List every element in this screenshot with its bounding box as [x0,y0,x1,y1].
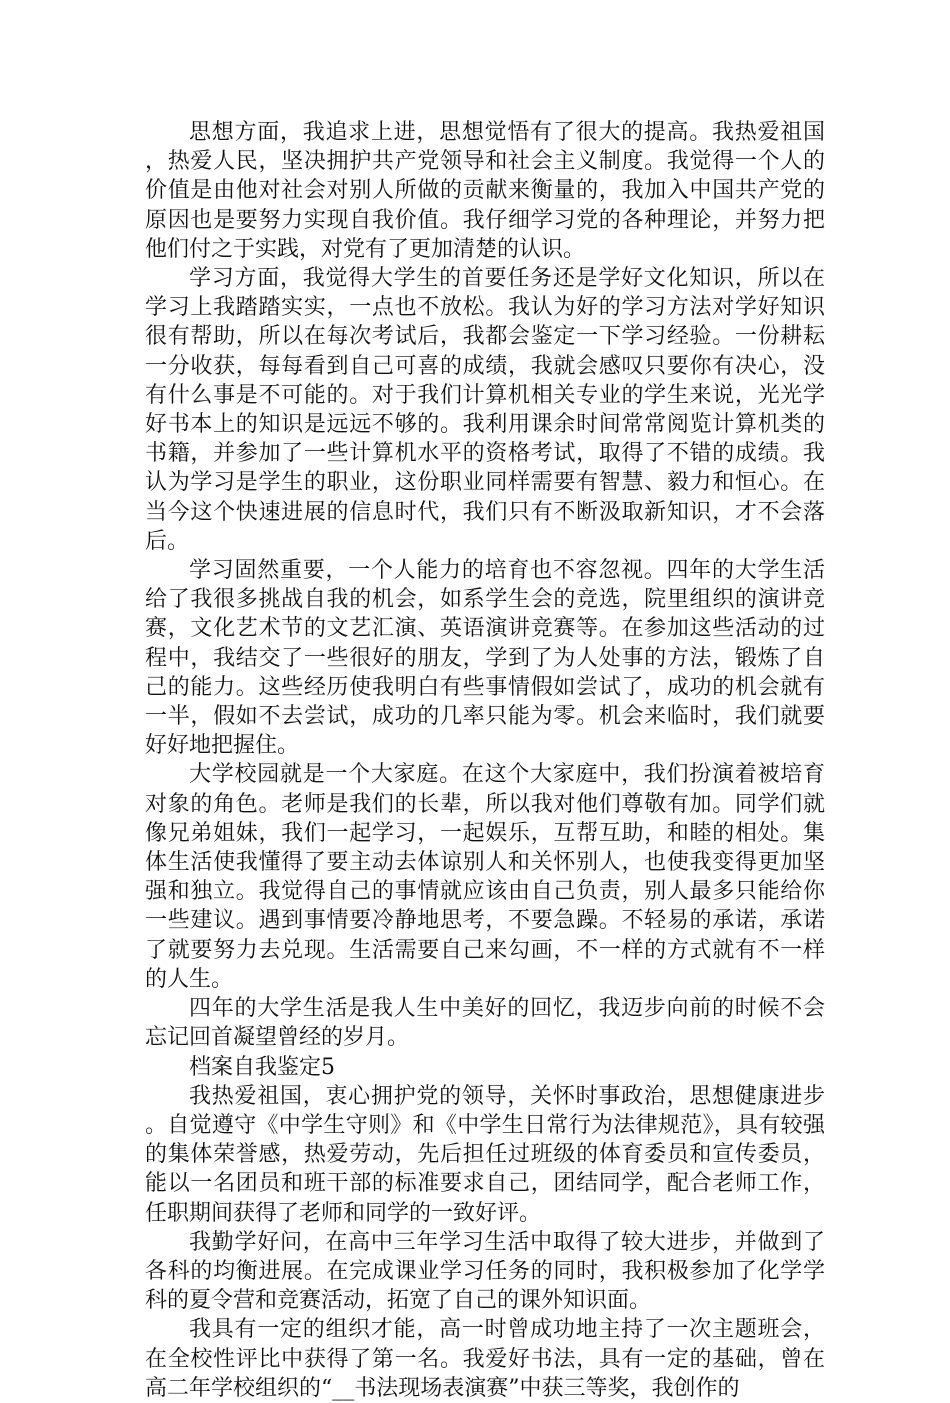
paragraph-patriotism: 我热爱祖国，衷心拥护党的领导，关怀时事政治，思想健康进步。自觉遵守《中学生守则》和《中学生日常行为法律规范》，具有较强的集体荣誉感，热爱劳动，先后担任过班级的体育委员和宣传委员，能以一名团员和班干部的标准要求自己，团结同学，配合老师工作，任职期间获得了老师和同学的一致好评。 [145,1083,825,1226]
paragraph-ability: 学习固然重要，一个人能力的培育也不容忽视。四年的大学生活给了我很多挑战自我的机会，如系学生会的竞选，院里组织的演讲竞赛，文化艺术节的文艺汇演、英语演讲竞赛等。在参加这些活动的过程中，我结交了一些很好的朋友，学到了为人处事的方法，锻炼了自己的能力。这些经历使我明白有些事情假如尝试了，成功的机会就有一半，假如不去尝试，成功的几率只能为零。机会来临时，我们就要好好地把握住。 [145,558,825,759]
paragraph-study: 学习方面，我觉得大学生的首要任务还是学好文化知识，所以在学习上我踏踏实实，一点也不放松。我认为好的学习方法对学好知识很有帮助，所以在每次考试后，我都会鉴定一下学习经验。一份耕耘一分收获，每每看到自己可喜的成绩，我就会感叹只要你有决心，没有什么事是不可能的。对于我们计算机相关专业的学生来说，光光学好书本上的知识是远远不够的。我利用课余时间常常阅览计算机类的书籍，并参加了一些计算机水平的资格考试，取得了不错的成绩。我认为学习是学生的职业，这份职业同样需要有智慧、毅力和恒心。在当今这个快速进展的信息时代，我们只有不断汲取新知识，才不会落后。 [145,266,825,554]
paragraph-ideology: 思想方面，我追求上进，思想觉悟有了很大的提高。我热爱祖国，热爱人民，坚决拥护共产党领导和社会主义制度。我觉得一个人的价值是由他对社会对别人所做的贡献来衡量的，我加入中国共产党的原因也是要努力实现自我价值。我仔细学习党的各种理论，并努力把他们付之于实践，对党有了更加清楚的认识。 [145,120,825,262]
paragraph-campus-life: 大学校园就是一个大家庭。在这个大家庭中，我们扮演着被培育对象的角色。老师是我们的长辈，所以我对他们尊敬有加。同学们就像兄弟姐妹，我们一起学习，一起娱乐，互帮互助，和睦的相处。集体生活使我懂得了要主动去体谅别人和关怀别人，也使我变得更加坚强和独立。我觉得自己的事情就应该由自己负责，别人最多只能给你一些建议。遇到事情要冷静地思考，不要急躁。不轻易的承诺，承诺了就要努力去兑现。生活需要自己来勾画，不一样的方式就有不一样的人生。 [145,762,825,992]
paragraph-diligence: 我勤学好问，在高中三年学习生活中取得了较大进步，并做到了各科的均衡进展。在完成课业学习任务的同时，我积极参加了化学学科的夏令营和竞赛活动，拓宽了自己的课外知识面。 [145,1229,825,1314]
paragraph-conclusion: 四年的大学生活是我人生中美好的回忆，我迈步向前的时候不会忘记回首凝望曾经的岁月。 [145,996,825,1051]
document-body [145,118,825,1403]
paragraph-organization: 我具有一定的组织才能，高一时曾成功地主持了一次主题班会，在全校性评比中获得了第一名。我爱好书法，具有一定的基础，曾在高二年学校组织的“__书法现场表演赛”中获三等奖，我创作的 [145,1317,825,1401]
section-heading: 档案自我鉴定5 [189,1054,335,1080]
